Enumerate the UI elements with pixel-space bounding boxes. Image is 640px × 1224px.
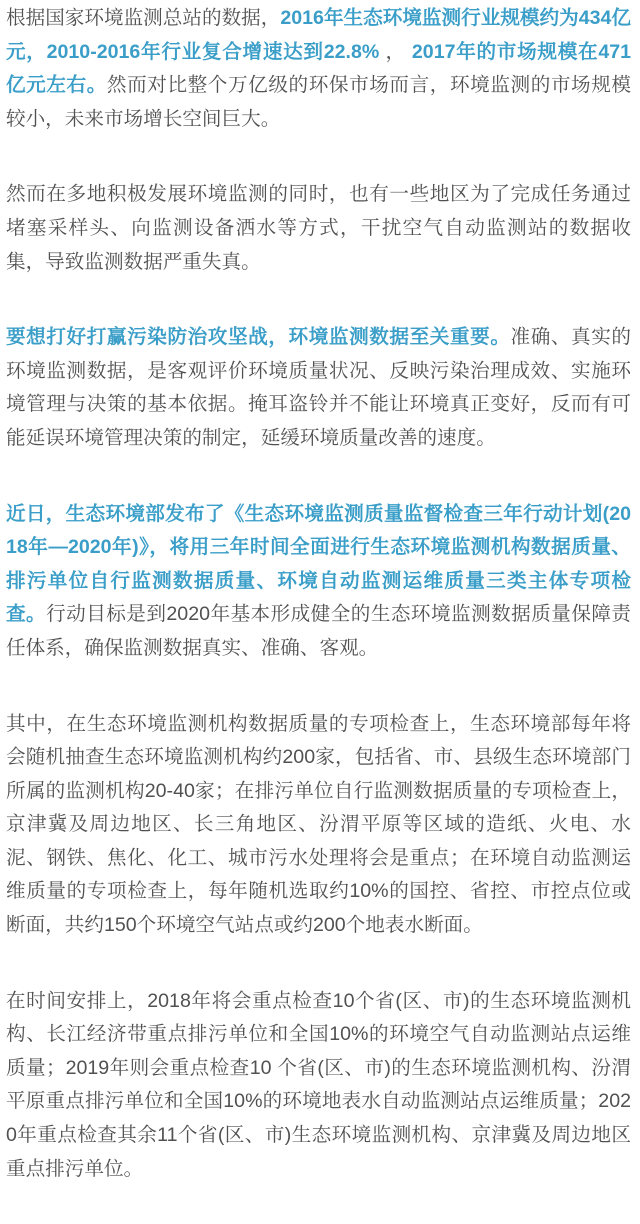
- highlight-text-run: 近日，生态环境部发布了《生态环境监测质量监督检查三年行动计划(2018年—2020年)》，将用三年时间全面进行生态环境监测机构数据质量、排污单位自行监测数据质量、环境自动监测运维质量三类主体专项检查。: [6, 502, 631, 626]
- paragraph: [6, 498, 631, 666]
- text-run: 准确、真实的环境监测数据，是客观评价环境质量状况、反映污染治理成效、实施环境管理与决策的基本依据。掩耳盗铃并不能让环境真正变好，反而有可能延误环境管理决策的制定，延缓环境质量改善的速度。: [6, 326, 632, 449]
- highlight-text-run: 2016年生态环境监测行业规模约为434亿元，2010-2016年行业复合增速达到22.8%: [6, 7, 631, 63]
- highlight-text-run: 要想打好打赢污染防治攻坚战，环境监测数据至关重要。: [6, 326, 511, 349]
- paragraph: [6, 321, 631, 455]
- paragraph: [6, 2, 631, 136]
- paragraph: [6, 178, 631, 279]
- paragraph: [6, 708, 631, 943]
- text-run: 其中，在生态环境监测机构数据质量的专项检查上，生态环境部每年将会随机抽查生态环境监测机构约200家，包括省、市、县级生态环境部门所属的监测机构20-40家；在排污单位自行监测数据质量的专项检查上，京津冀及周边地区、长三角地区、汾渭平原等区域的造纸、火电、水泥、钢铁、焦化、化工、城市污水处理将会是重点；在环境自动监测运维质量的专项检查上，每年随机选取约10%的国控、省控、市控点位或断面，共约150个环境空气站点或约200个地表水断面。: [6, 712, 631, 937]
- text-run: 在时间安排上，2018年将会重点检查10个省(区、市)的生态环境监测机构、长江经济带重点排污单位和全国10%的环境空气自动监测站点运维质量；2019年则会重点检查10 个省(区、市)的生态环境监测机构、汾渭平原重点排污单位和全国10%的环境地表水自动监测站点运维质量；2020年重点检查其余11个省(区、市)生态环境监测机构、京津冀及周边地区重点排污单位。: [6, 989, 631, 1180]
- paragraph: [6, 985, 631, 1187]
- highlight-text-run: 2017年的市场规模在471亿元左右。: [6, 40, 632, 97]
- text-run: 然而对比整个万亿级的环保市场而言，环境监测的市场规模较小，未来市场增长空间巨大。: [6, 74, 632, 130]
- text-run: 行动目标是到2020年基本形成健全的生态环境监测数据质量保障责任体系，确保监测数据真实、准确、客观。: [6, 603, 632, 659]
- text-run: ，: [379, 40, 412, 63]
- text-run: 然而在多地积极发展环境监测的同时，也有一些地区为了完成任务通过堵塞采样头、向监测设备洒水等方式，干扰空气自动监测站的数据收集，导致监测数据严重失真。: [6, 183, 631, 273]
- text-run: 根据国家环境监测总站的数据，: [6, 7, 281, 29]
